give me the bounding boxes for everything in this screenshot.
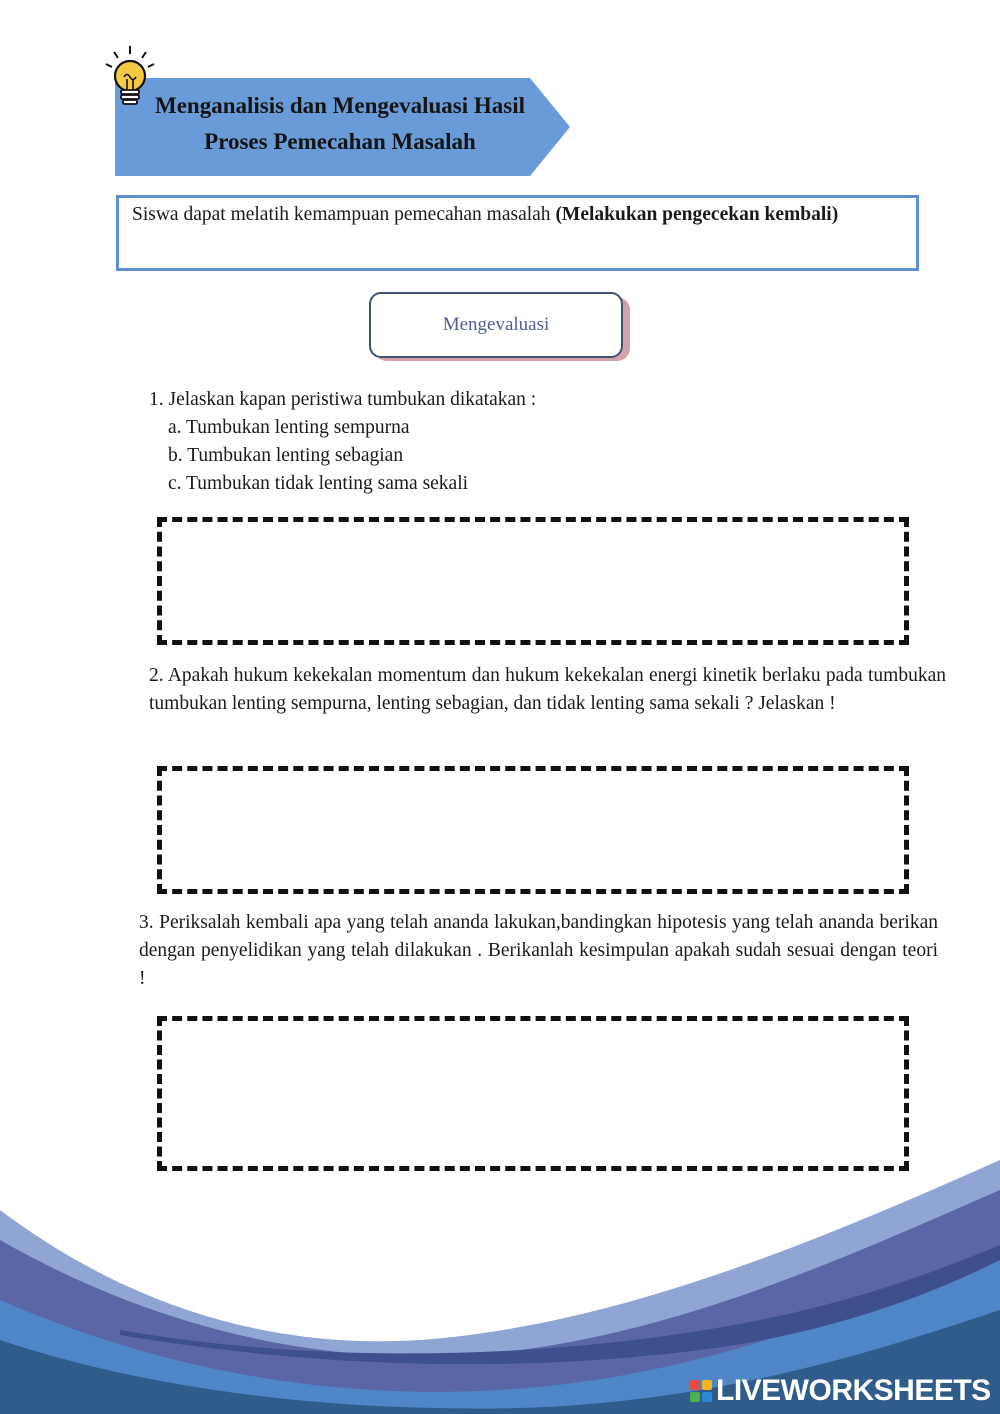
answer-box-2[interactable] (157, 766, 909, 894)
question-1-option-b: b. Tumbukan lenting sebagian (168, 445, 404, 466)
page-title-line-2: Proses Pemecahan Masalah (204, 129, 476, 154)
liveworksheets-logo-icon (690, 1380, 712, 1402)
section-label-text: Mengevaluasi (442, 314, 550, 335)
question-1-option-c: c. Tumbukan tidak lenting sama sekali (168, 473, 469, 494)
question-3 (139, 909, 938, 993)
objective-text-bold: (Melakukan pengecekan kembali) (555, 204, 839, 225)
page-title-line-1: Menganalisis dan Mengevaluasi Hasil (155, 93, 525, 118)
question-1-stem: 1. Jelaskan kapan peristiwa tumbukan dikatakan : (149, 389, 537, 410)
question-2-stem: 2. Apakah hukum kekekalan momentum dan hukum kekekalan energi kinetik berlaku pada tumbukan tumbukan lenting sempurna, lenting sebagian, dan tidak lenting sama sekali ? Jelaskan ! (149, 665, 946, 714)
objective-text-regular: Siswa dapat melatih kemampuan pemecahan masalah (132, 204, 556, 225)
liveworksheets-watermark (690, 1374, 991, 1408)
answer-box-1[interactable] (157, 517, 909, 645)
watermark-text: LIVEWORKSHEETS (716, 1374, 991, 1407)
question-3-stem: 3. Periksalah kembali apa yang telah ananda lakukan,bandingkan hipotesis yang telah ananda berikan dengan penyelidikan yang telah dilakukan . Berikanlah kesimpulan apakah sudah sesuai dengan teori ! (139, 912, 938, 989)
answer-box-3[interactable] (157, 1016, 909, 1171)
page-title (140, 88, 540, 160)
question-1 (149, 386, 849, 498)
question-1-option-a: a. Tumbukan lenting sempurna (168, 417, 410, 438)
question-2 (149, 662, 946, 718)
section-label-mengevaluasi (369, 292, 623, 358)
objective-text (132, 200, 892, 229)
